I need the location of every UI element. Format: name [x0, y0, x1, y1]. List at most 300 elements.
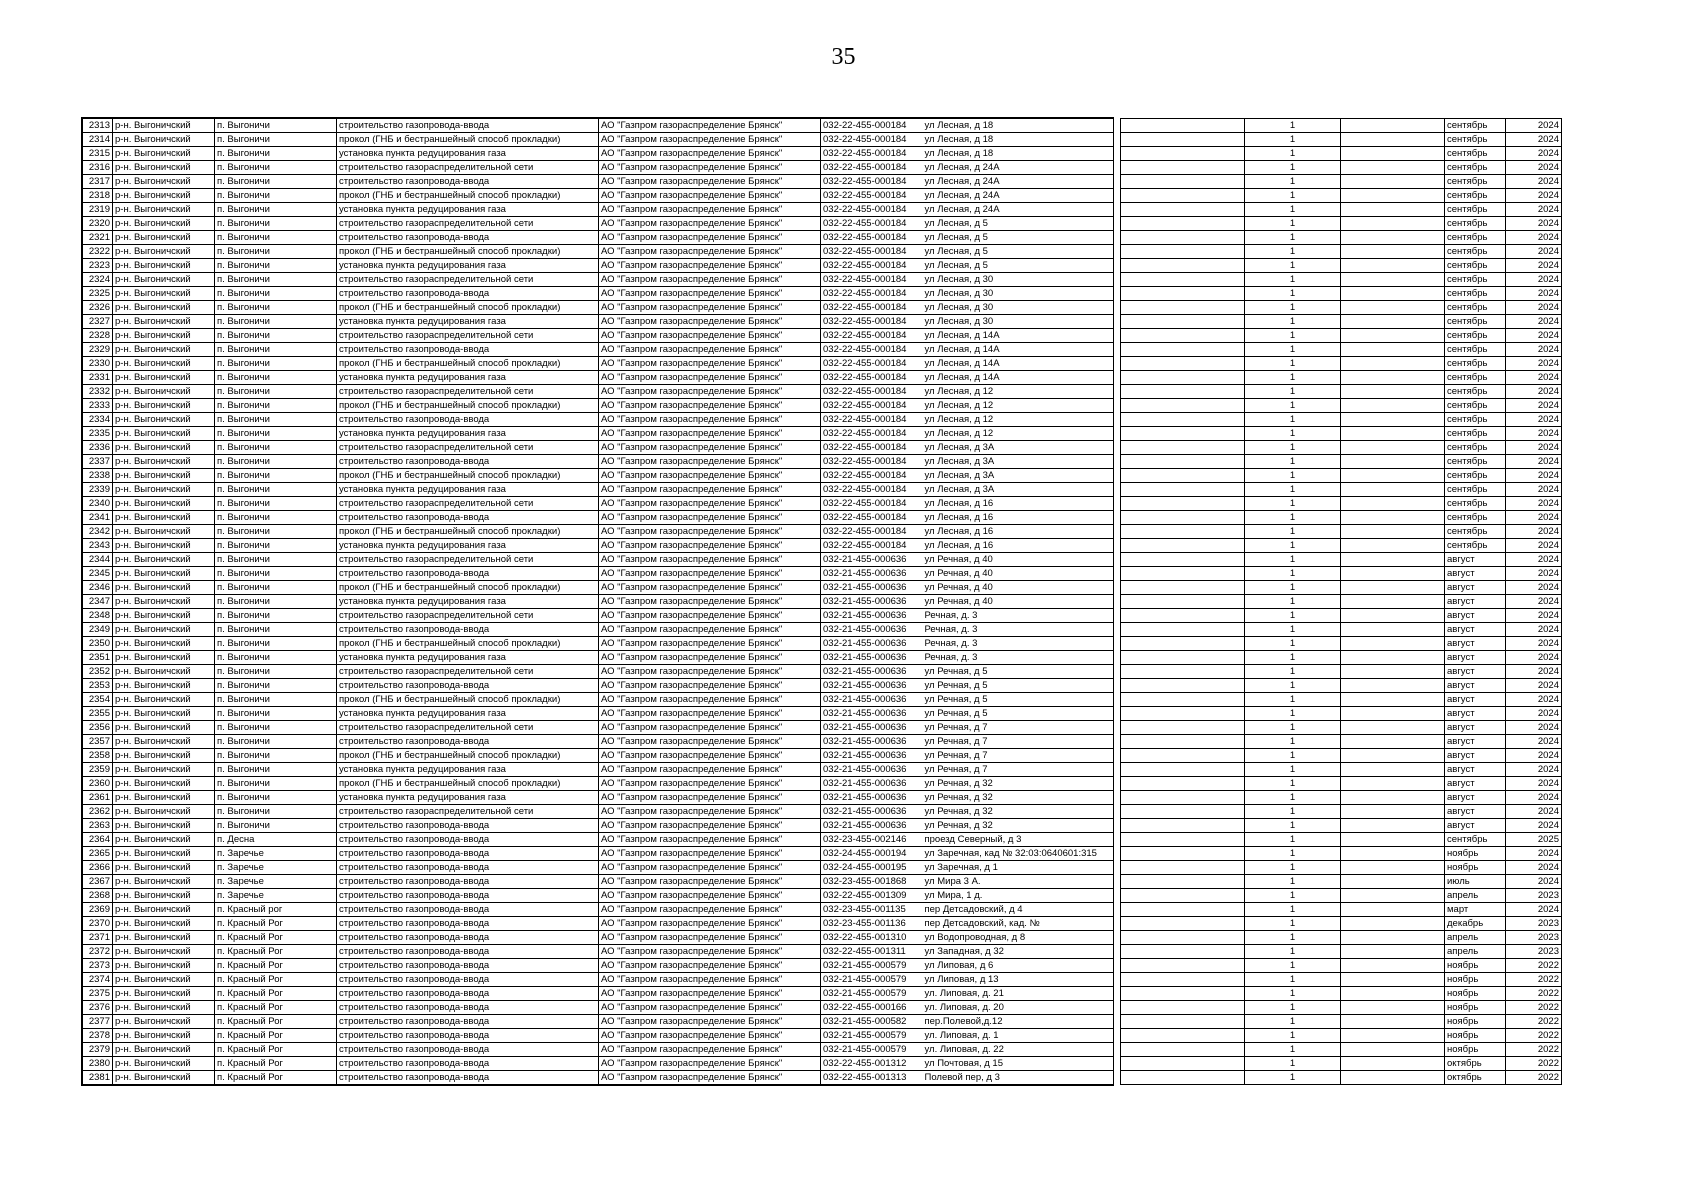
empty-cell: [1341, 595, 1445, 609]
address-cell: ул Речная, д 32: [923, 819, 1113, 833]
table-row: [1121, 483, 1562, 497]
settlement-cell: п. Выгоничи: [215, 637, 337, 651]
month-cell: август: [1445, 679, 1506, 693]
settlement-cell: п. Выгоничи: [215, 609, 337, 623]
empty-cell: [1121, 525, 1245, 539]
district-cell: р-н. Выгоничский: [113, 763, 215, 777]
settlement-cell: п. Выгоничи: [215, 805, 337, 819]
year-cell: 2024: [1506, 623, 1562, 637]
address-cell: ул Заречная, д 1: [923, 861, 1113, 875]
settlement-cell: п. Выгоничи: [215, 819, 337, 833]
district-cell: р-н. Выгоничский: [113, 315, 215, 329]
application-number-cell: 032-24-455-000194: [821, 847, 923, 861]
application-number-cell: 032-22-455-000184: [821, 259, 923, 273]
work-type-cell: строительство газопровода-ввода: [337, 987, 599, 1001]
empty-cell: [1341, 175, 1445, 189]
work-type-cell: строительство газораспределительной сети: [337, 161, 599, 175]
district-cell: р-н. Выгоничский: [113, 483, 215, 497]
empty-cell: [1121, 749, 1245, 763]
year-cell: 2023: [1506, 889, 1562, 903]
table-row: [1121, 273, 1562, 287]
address-cell: ул Лесная, д 30: [923, 315, 1113, 329]
address-cell: ул Лесная, д 12: [923, 385, 1113, 399]
quantity-cell: 1: [1245, 231, 1341, 245]
empty-cell: [1121, 833, 1245, 847]
table-row: [1121, 553, 1562, 567]
empty-cell: [1121, 175, 1245, 189]
empty-cell: [1121, 903, 1245, 917]
empty-cell: [1341, 161, 1445, 175]
table-row: [1121, 889, 1562, 903]
address-cell: ул Речная, д 32: [923, 805, 1113, 819]
address-cell: ул Лесная, д 16: [923, 525, 1113, 539]
address-cell: ул Речная, д 5: [923, 665, 1113, 679]
address-cell: ул Лесная, д 16: [923, 511, 1113, 525]
row-number-cell: 2327: [83, 315, 113, 329]
table-row: [1121, 735, 1562, 749]
year-cell: 2024: [1506, 777, 1562, 791]
row-number-cell: 2346: [83, 581, 113, 595]
quantity-cell: 1: [1245, 1043, 1341, 1057]
row-number-cell: 2315: [83, 147, 113, 161]
work-type-cell: строительство газопровода-ввода: [337, 1029, 599, 1043]
year-cell: 2024: [1506, 665, 1562, 679]
row-number-cell: 2368: [83, 889, 113, 903]
empty-cell: [1341, 455, 1445, 469]
empty-cell: [1121, 161, 1245, 175]
row-number-cell: 2325: [83, 287, 113, 301]
address-cell: ул. Липовая, д. 21: [923, 987, 1113, 1001]
work-type-cell: прокол (ГНБ и бестраншейный способ прокладки): [337, 749, 599, 763]
table-row: [1121, 651, 1562, 665]
settlement-cell: п. Выгоничи: [215, 679, 337, 693]
application-number-cell: 032-22-455-000184: [821, 273, 923, 287]
settlement-cell: п. Выгоничи: [215, 497, 337, 511]
application-number-cell: 032-23-455-001135: [821, 903, 923, 917]
year-cell: 2024: [1506, 343, 1562, 357]
empty-cell: [1121, 553, 1245, 567]
empty-cell: [1341, 931, 1445, 945]
month-cell: сентябрь: [1445, 413, 1506, 427]
settlement-cell: п. Выгоничи: [215, 231, 337, 245]
month-cell: сентябрь: [1445, 441, 1506, 455]
district-cell: р-н. Выгоничский: [113, 217, 215, 231]
quantity-cell: 1: [1245, 945, 1341, 959]
district-cell: р-н. Выгоничский: [113, 973, 215, 987]
district-cell: р-н. Выгоничский: [113, 609, 215, 623]
work-type-cell: строительство газораспределительной сети: [337, 609, 599, 623]
district-cell: р-н. Выгоничский: [113, 581, 215, 595]
settlement-cell: п. Выгоничи: [215, 385, 337, 399]
table-row: [1121, 329, 1562, 343]
work-type-cell: строительство газораспределительной сети: [337, 553, 599, 567]
table-row: [83, 931, 1113, 945]
table-row: [1121, 595, 1562, 609]
row-number-cell: 2366: [83, 861, 113, 875]
table-row: [1121, 819, 1562, 833]
settlement-cell: п. Десна: [215, 833, 337, 847]
year-cell: 2022: [1506, 973, 1562, 987]
settlement-cell: п. Выгоничи: [215, 749, 337, 763]
address-cell: Речная, д. 3: [923, 651, 1113, 665]
empty-cell: [1121, 1043, 1245, 1057]
row-number-cell: 2331: [83, 371, 113, 385]
table-row: [1121, 315, 1562, 329]
empty-cell: [1341, 945, 1445, 959]
address-cell: ул Липовая, д 6: [923, 959, 1113, 973]
application-number-cell: 032-21-455-000636: [821, 637, 923, 651]
settlement-cell: п. Выгоничи: [215, 651, 337, 665]
empty-cell: [1341, 623, 1445, 637]
empty-cell: [1121, 735, 1245, 749]
organization-cell: АО "Газпром газораспределение Брянск": [599, 1001, 821, 1015]
work-type-cell: строительство газопровода-ввода: [337, 889, 599, 903]
empty-cell: [1121, 259, 1245, 273]
organization-cell: АО "Газпром газораспределение Брянск": [599, 875, 821, 889]
application-number-cell: 032-21-455-000636: [821, 805, 923, 819]
quantity-cell: 1: [1245, 455, 1341, 469]
month-cell: август: [1445, 777, 1506, 791]
month-cell: октябрь: [1445, 1071, 1506, 1085]
quantity-cell: 1: [1245, 525, 1341, 539]
row-number-cell: 2381: [83, 1071, 113, 1085]
year-cell: 2024: [1506, 217, 1562, 231]
district-cell: р-н. Выгоничский: [113, 651, 215, 665]
table-row: [1121, 847, 1562, 861]
quantity-cell: 1: [1245, 1029, 1341, 1043]
table-row: [83, 525, 1113, 539]
work-type-cell: установка пункта редуцирования газа: [337, 259, 599, 273]
district-cell: р-н. Выгоничский: [113, 917, 215, 931]
settlement-cell: п. Выгоничи: [215, 413, 337, 427]
district-cell: р-н. Выгоничский: [113, 805, 215, 819]
month-cell: сентябрь: [1445, 539, 1506, 553]
year-cell: 2024: [1506, 469, 1562, 483]
work-type-cell: прокол (ГНБ и бестраншейный способ прокладки): [337, 245, 599, 259]
work-type-cell: строительство газопровода-ввода: [337, 945, 599, 959]
organization-cell: АО "Газпром газораспределение Брянск": [599, 1057, 821, 1071]
table-row: [1121, 679, 1562, 693]
quantity-cell: 1: [1245, 651, 1341, 665]
table-row: [83, 497, 1113, 511]
quantity-cell: 1: [1245, 959, 1341, 973]
table-row: [83, 273, 1113, 287]
work-type-cell: строительство газопровода-ввода: [337, 511, 599, 525]
left-table: [82, 118, 1113, 1085]
application-number-cell: 032-21-455-000636: [821, 665, 923, 679]
page-number: 35: [831, 44, 856, 70]
month-cell: сентябрь: [1445, 399, 1506, 413]
table-row: [1121, 427, 1562, 441]
district-cell: р-н. Выгоничский: [113, 693, 215, 707]
table-row: [83, 133, 1113, 147]
organization-cell: АО "Газпром газораспределение Брянск": [599, 315, 821, 329]
table-row: [83, 413, 1113, 427]
settlement-cell: п. Красный Рог: [215, 973, 337, 987]
work-type-cell: установка пункта редуцирования газа: [337, 315, 599, 329]
address-cell: ул Почтовая, д 15: [923, 1057, 1113, 1071]
table-row: [1121, 903, 1562, 917]
month-cell: сентябрь: [1445, 217, 1506, 231]
table-row: [1121, 721, 1562, 735]
table-row: [1121, 469, 1562, 483]
table-row: [83, 287, 1113, 301]
month-cell: сентябрь: [1445, 427, 1506, 441]
year-cell: 2022: [1506, 1029, 1562, 1043]
empty-cell: [1341, 1015, 1445, 1029]
work-type-cell: установка пункта редуцирования газа: [337, 791, 599, 805]
empty-cell: [1341, 385, 1445, 399]
work-type-cell: установка пункта редуцирования газа: [337, 427, 599, 441]
row-number-cell: 2365: [83, 847, 113, 861]
application-number-cell: 032-22-455-000184: [821, 217, 923, 231]
district-cell: р-н. Выгоничский: [113, 301, 215, 315]
table-row: [83, 455, 1113, 469]
table-row: [1121, 357, 1562, 371]
work-type-cell: строительство газопровода-ввода: [337, 1057, 599, 1071]
work-type-cell: строительство газопровода-ввода: [337, 903, 599, 917]
year-cell: 2022: [1506, 987, 1562, 1001]
application-number-cell: 032-21-455-000579: [821, 987, 923, 1001]
table-row: [83, 623, 1113, 637]
quantity-cell: 1: [1245, 637, 1341, 651]
table-row: [83, 1057, 1113, 1071]
empty-cell: [1121, 441, 1245, 455]
quantity-cell: 1: [1245, 259, 1341, 273]
row-number-cell: 2361: [83, 791, 113, 805]
application-number-cell: 032-21-455-000636: [821, 595, 923, 609]
table-row: [83, 301, 1113, 315]
quantity-cell: 1: [1245, 147, 1341, 161]
address-cell: ул Лесная, д 16: [923, 539, 1113, 553]
empty-cell: [1341, 791, 1445, 805]
table-row: [1121, 637, 1562, 651]
organization-cell: АО "Газпром газораспределение Брянск": [599, 567, 821, 581]
quantity-cell: 1: [1245, 189, 1341, 203]
table-row: [1121, 609, 1562, 623]
quantity-cell: 1: [1245, 133, 1341, 147]
table-row: [1121, 259, 1562, 273]
row-number-cell: 2363: [83, 819, 113, 833]
settlement-cell: п. Красный Рог: [215, 1057, 337, 1071]
month-cell: август: [1445, 791, 1506, 805]
table-row: [83, 189, 1113, 203]
district-cell: р-н. Выгоничский: [113, 455, 215, 469]
application-number-cell: 032-21-455-000636: [821, 623, 923, 637]
organization-cell: АО "Газпром газораспределение Брянск": [599, 441, 821, 455]
address-cell: ул Речная, д 40: [923, 595, 1113, 609]
district-cell: р-н. Выгоничский: [113, 945, 215, 959]
work-type-cell: строительство газопровода-ввода: [337, 679, 599, 693]
application-number-cell: 032-21-455-000636: [821, 609, 923, 623]
quantity-cell: 1: [1245, 861, 1341, 875]
address-cell: пер Детсадовский, д 4: [923, 903, 1113, 917]
month-cell: сентябрь: [1445, 287, 1506, 301]
year-cell: 2024: [1506, 875, 1562, 889]
empty-cell: [1341, 1071, 1445, 1085]
application-number-cell: 032-22-455-000184: [821, 189, 923, 203]
organization-cell: АО "Газпром газораспределение Брянск": [599, 301, 821, 315]
work-type-cell: строительство газопровода-ввода: [337, 833, 599, 847]
organization-cell: АО "Газпром газораспределение Брянск": [599, 833, 821, 847]
quantity-cell: 1: [1245, 679, 1341, 693]
empty-cell: [1341, 847, 1445, 861]
empty-cell: [1341, 399, 1445, 413]
organization-cell: АО "Газпром газораспределение Брянск": [599, 161, 821, 175]
work-type-cell: строительство газопровода-ввода: [337, 1071, 599, 1085]
district-cell: р-н. Выгоничский: [113, 175, 215, 189]
year-cell: 2024: [1506, 427, 1562, 441]
work-type-cell: строительство газопровода-ввода: [337, 973, 599, 987]
row-number-cell: 2321: [83, 231, 113, 245]
empty-cell: [1341, 833, 1445, 847]
table-row: [83, 483, 1113, 497]
application-number-cell: 032-22-455-000184: [821, 497, 923, 511]
table-row: [83, 651, 1113, 665]
application-number-cell: 032-22-455-000184: [821, 511, 923, 525]
application-number-cell: 032-21-455-000636: [821, 651, 923, 665]
district-cell: р-н. Выгоничский: [113, 1001, 215, 1015]
table-row: [1121, 749, 1562, 763]
year-cell: 2024: [1506, 357, 1562, 371]
row-number-cell: 2348: [83, 609, 113, 623]
application-number-cell: 032-23-455-002146: [821, 833, 923, 847]
district-cell: р-н. Выгоничский: [113, 231, 215, 245]
address-cell: пер.Полевой,д.12: [923, 1015, 1113, 1029]
application-number-cell: 032-22-455-000184: [821, 301, 923, 315]
month-cell: сентябрь: [1445, 497, 1506, 511]
row-number-cell: 2347: [83, 595, 113, 609]
month-cell: ноябрь: [1445, 1029, 1506, 1043]
quantity-cell: 1: [1245, 735, 1341, 749]
empty-cell: [1341, 959, 1445, 973]
settlement-cell: п. Выгоничи: [215, 539, 337, 553]
district-cell: р-н. Выгоничский: [113, 1043, 215, 1057]
settlement-cell: п. Красный Рог: [215, 1043, 337, 1057]
table-row: [1121, 567, 1562, 581]
row-number-cell: 2362: [83, 805, 113, 819]
address-cell: ул Речная, д 7: [923, 749, 1113, 763]
table-row: [1121, 1001, 1562, 1015]
month-cell: июль: [1445, 875, 1506, 889]
quantity-cell: 1: [1245, 497, 1341, 511]
address-cell: ул Липовая, д 13: [923, 973, 1113, 987]
settlement-cell: п. Выгоничи: [215, 343, 337, 357]
quantity-cell: 1: [1245, 847, 1341, 861]
organization-cell: АО "Газпром газораспределение Брянск": [599, 343, 821, 357]
empty-cell: [1121, 483, 1245, 497]
row-number-cell: 2375: [83, 987, 113, 1001]
work-type-cell: установка пункта редуцирования газа: [337, 539, 599, 553]
year-cell: 2024: [1506, 735, 1562, 749]
empty-cell: [1121, 889, 1245, 903]
application-number-cell: 032-22-455-000184: [821, 455, 923, 469]
row-number-cell: 2333: [83, 399, 113, 413]
table-row: [83, 161, 1113, 175]
month-cell: август: [1445, 553, 1506, 567]
settlement-cell: п. Выгоничи: [215, 427, 337, 441]
year-cell: 2024: [1506, 581, 1562, 595]
quantity-cell: 1: [1245, 511, 1341, 525]
table-row: [1121, 1043, 1562, 1057]
year-cell: 2024: [1506, 553, 1562, 567]
work-type-cell: строительство газопровода-ввода: [337, 287, 599, 301]
empty-cell: [1121, 987, 1245, 1001]
address-cell: ул Заречная, кад № 32:03:0640601:315: [923, 847, 1113, 861]
address-cell: ул Речная, д 40: [923, 553, 1113, 567]
district-cell: р-н. Выгоничский: [113, 819, 215, 833]
organization-cell: АО "Газпром газораспределение Брянск": [599, 147, 821, 161]
work-type-cell: прокол (ГНБ и бестраншейный способ прокладки): [337, 301, 599, 315]
empty-cell: [1341, 343, 1445, 357]
organization-cell: АО "Газпром газораспределение Брянск": [599, 203, 821, 217]
table-row: [1121, 805, 1562, 819]
organization-cell: АО "Газпром газораспределение Брянск": [599, 637, 821, 651]
address-cell: ул. Липовая, д. 20: [923, 1001, 1113, 1015]
table-row: [83, 245, 1113, 259]
application-number-cell: 032-22-455-001313: [821, 1071, 923, 1085]
table-row: [1121, 497, 1562, 511]
address-cell: ул Лесная, д 18: [923, 119, 1113, 133]
empty-cell: [1121, 315, 1245, 329]
empty-cell: [1121, 763, 1245, 777]
application-number-cell: 032-22-455-000184: [821, 357, 923, 371]
address-cell: ул Речная, д 5: [923, 679, 1113, 693]
address-cell: ул Лесная, д 12: [923, 427, 1113, 441]
quantity-cell: 1: [1245, 371, 1341, 385]
address-cell: ул Лесная, д 5: [923, 217, 1113, 231]
table-row: [83, 847, 1113, 861]
work-type-cell: прокол (ГНБ и бестраншейный способ прокладки): [337, 357, 599, 371]
work-type-cell: строительство газопровода-ввода: [337, 1043, 599, 1057]
quantity-cell: 1: [1245, 539, 1341, 553]
application-number-cell: 032-21-455-000636: [821, 567, 923, 581]
month-cell: август: [1445, 637, 1506, 651]
work-type-cell: прокол (ГНБ и бестраншейный способ прокладки): [337, 525, 599, 539]
empty-cell: [1341, 651, 1445, 665]
table-row: [1121, 525, 1562, 539]
work-type-cell: строительство газопровода-ввода: [337, 847, 599, 861]
quantity-cell: 1: [1245, 343, 1341, 357]
table-row: [1121, 147, 1562, 161]
month-cell: август: [1445, 721, 1506, 735]
district-cell: р-н. Выгоничский: [113, 777, 215, 791]
work-type-cell: строительство газопровода-ввода: [337, 735, 599, 749]
table-row: [1121, 875, 1562, 889]
district-cell: р-н. Выгоничский: [113, 791, 215, 805]
quantity-cell: 1: [1245, 973, 1341, 987]
address-cell: ул Лесная, д 14А: [923, 343, 1113, 357]
table-row: [83, 371, 1113, 385]
table-row: [83, 609, 1113, 623]
empty-cell: [1341, 357, 1445, 371]
table-row: [1121, 189, 1562, 203]
application-number-cell: 032-21-455-000636: [821, 693, 923, 707]
work-type-cell: строительство газораспределительной сети: [337, 497, 599, 511]
table-row: [1121, 1057, 1562, 1071]
address-cell: ул Лесная, д 5: [923, 245, 1113, 259]
organization-cell: АО "Газпром газораспределение Брянск": [599, 721, 821, 735]
month-cell: апрель: [1445, 945, 1506, 959]
empty-cell: [1121, 945, 1245, 959]
application-number-cell: 032-22-455-000184: [821, 133, 923, 147]
address-cell: ул Лесная, д 5: [923, 231, 1113, 245]
month-cell: сентябрь: [1445, 357, 1506, 371]
empty-cell: [1121, 973, 1245, 987]
work-type-cell: прокол (ГНБ и бестраншейный способ прокладки): [337, 189, 599, 203]
district-cell: р-н. Выгоничский: [113, 273, 215, 287]
empty-cell: [1341, 133, 1445, 147]
